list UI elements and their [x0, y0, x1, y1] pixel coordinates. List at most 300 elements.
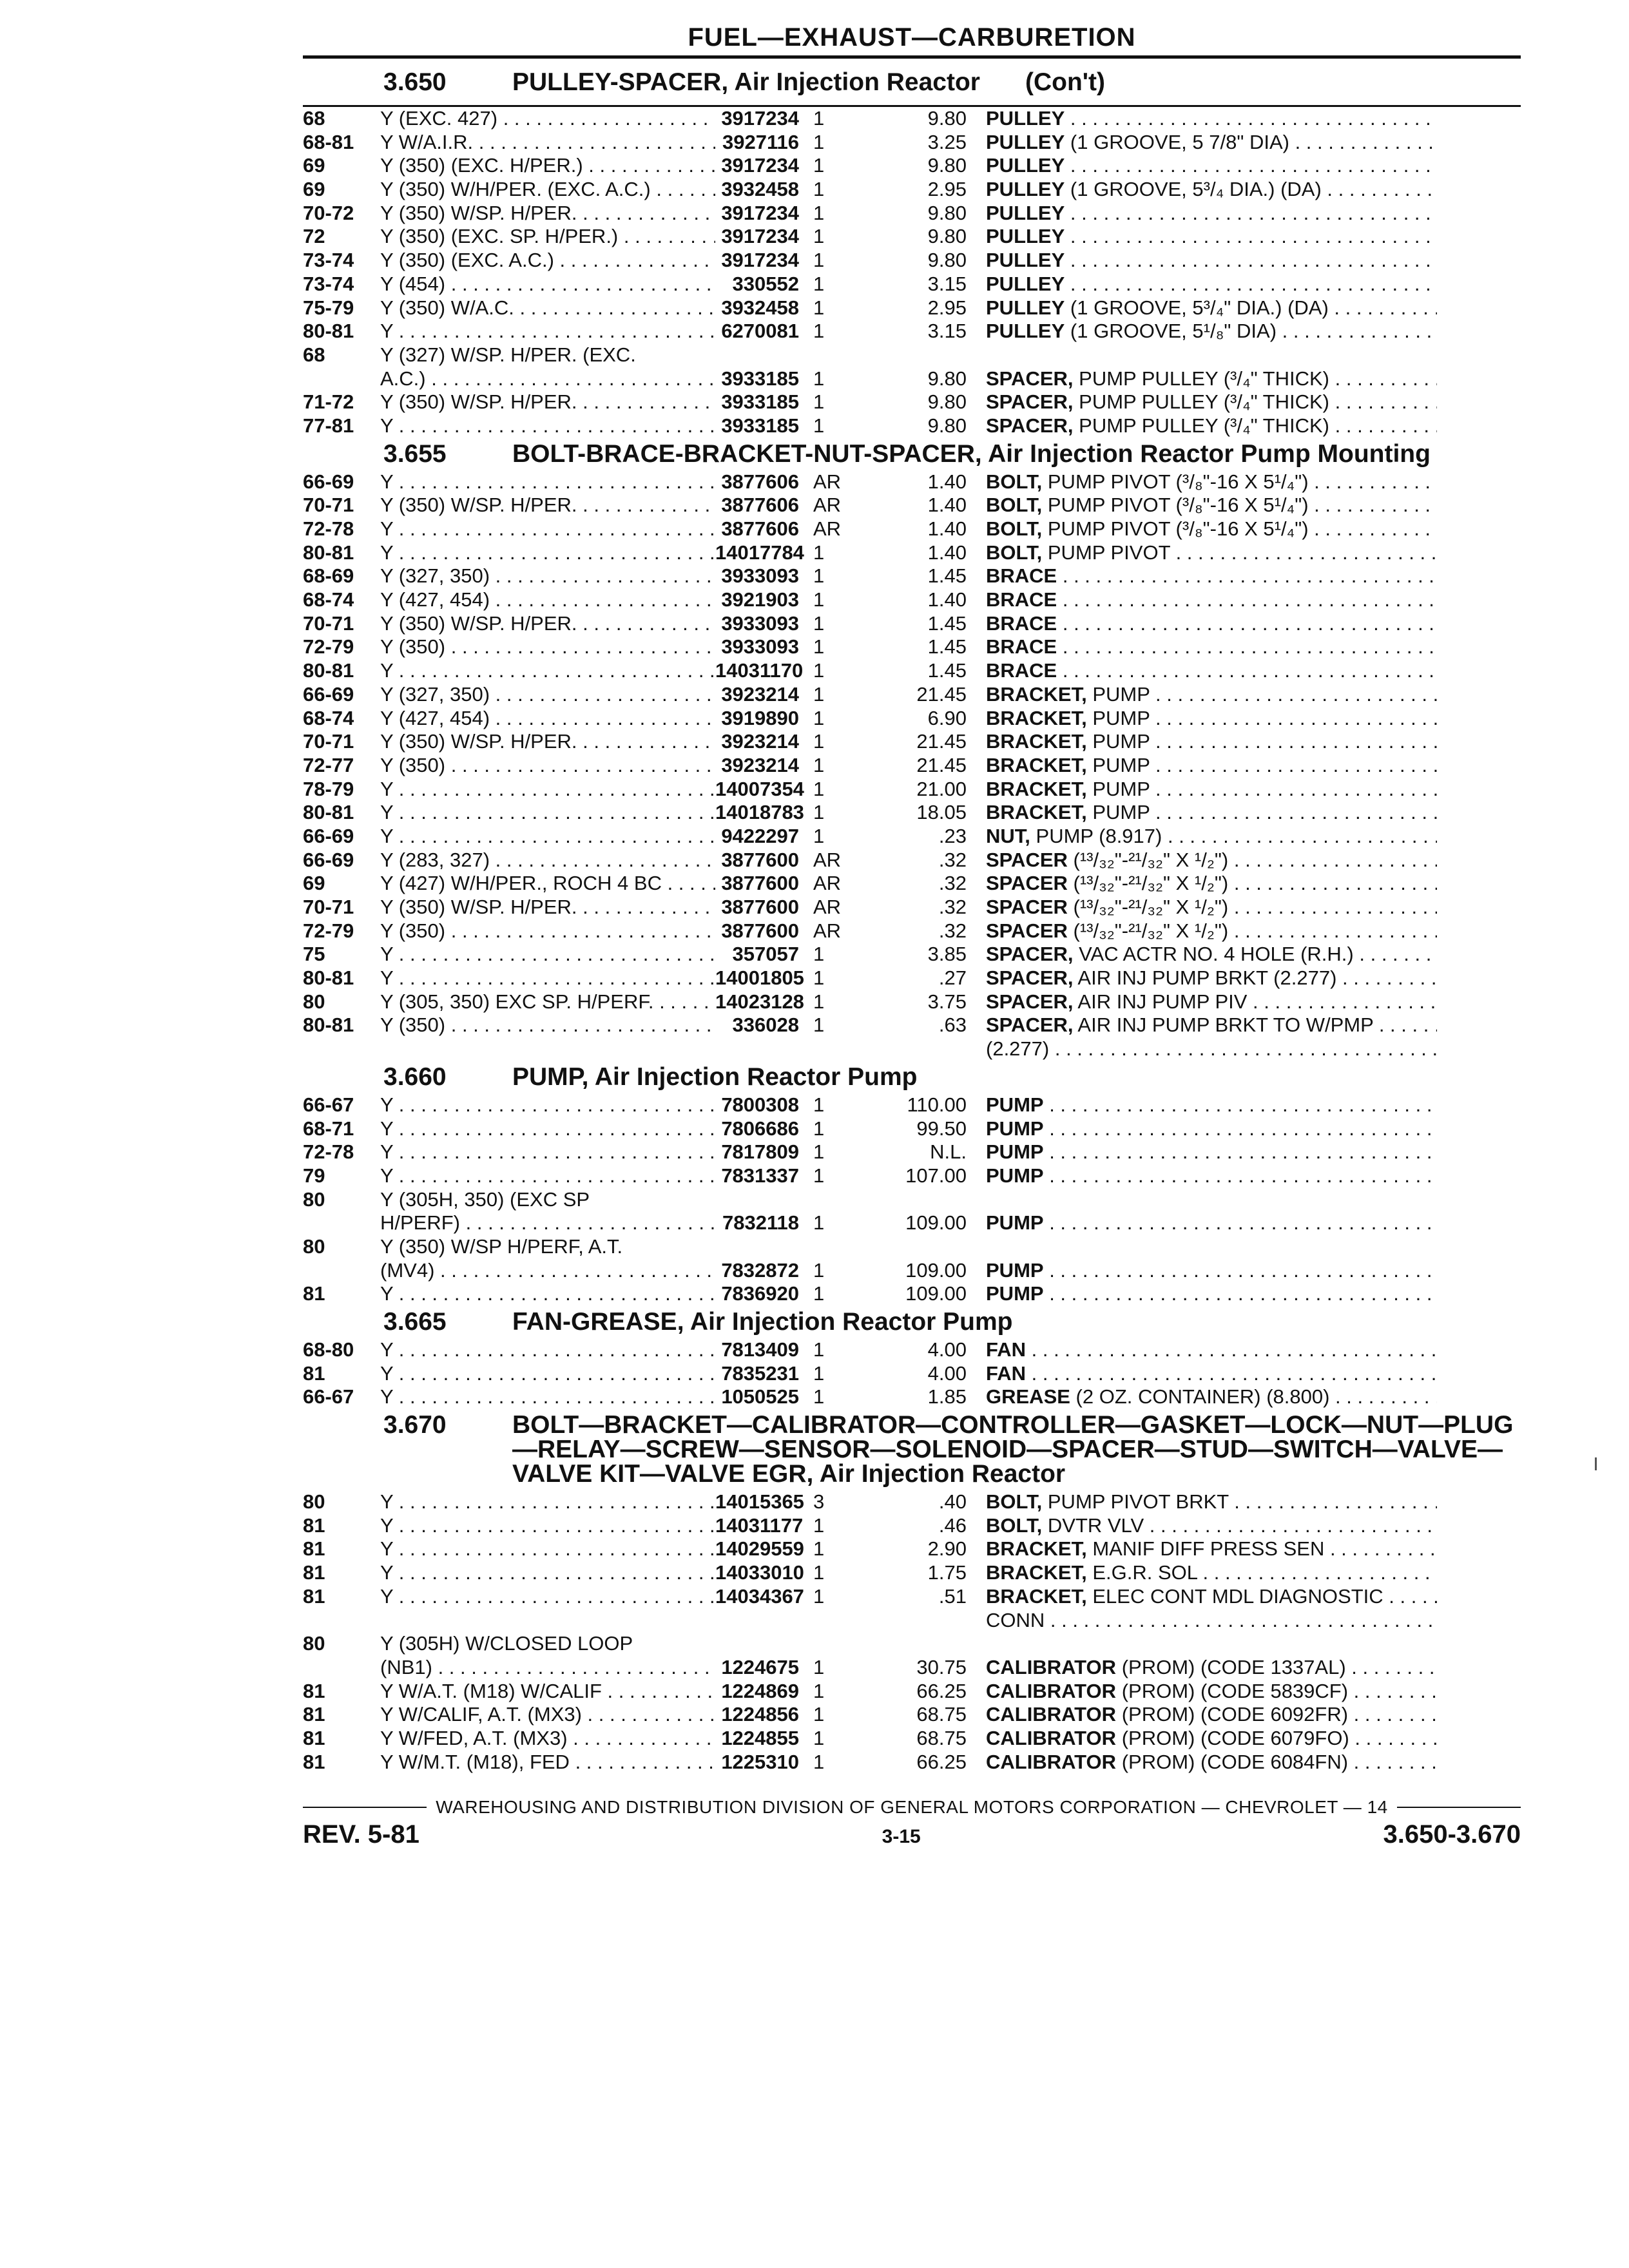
model-years-text: 72: [303, 225, 325, 248]
part-number: [715, 1140, 799, 1164]
application: [380, 414, 715, 438]
application-text: Y W/CALIF, A.T. (MX3): [380, 1703, 582, 1726]
model-years-text: 81: [303, 1361, 325, 1385]
model-years-text: 80-81: [303, 1014, 354, 1037]
part-detail: (PROM) (CODE 6092FR): [1121, 1703, 1349, 1726]
page-header-title: FUEL—EXHAUST—CARBURETION: [688, 23, 1136, 52]
quantity: [799, 990, 871, 1014]
application-text: Y (EXC. 427): [380, 107, 498, 130]
part-number-text: 14034367: [715, 1584, 804, 1608]
model-years: [303, 683, 380, 707]
part-number-text: 3877600: [721, 919, 799, 942]
quantity: [799, 564, 871, 588]
part-detail: PUMP: [1092, 801, 1150, 824]
section-heading: [303, 70, 1521, 95]
section-heading: [303, 1062, 1521, 1091]
quantity: [799, 1490, 871, 1514]
price-text: 109.00: [905, 1211, 967, 1235]
section-title-wrap: [512, 1413, 1521, 1486]
model-years: [303, 966, 380, 990]
model-years: [303, 659, 380, 683]
part-name-bold: BRACKET,: [986, 753, 1087, 776]
table-row: [303, 343, 1521, 367]
quantity: [799, 588, 871, 612]
table-row: [303, 825, 1521, 849]
part-name-bold: SPACER,: [986, 943, 1074, 966]
footer-bottom: [303, 1820, 1521, 1849]
part-name: [967, 683, 1437, 707]
part-number-text: 3921903: [721, 588, 799, 611]
part-name-bold: BRACKET,: [986, 730, 1087, 753]
price: [871, 1751, 967, 1774]
application-text: Y: [380, 320, 394, 343]
model-years-text: 68-81: [303, 130, 354, 153]
quantity-text: 1: [813, 414, 825, 437]
part-name-bold: PULLEY: [986, 130, 1065, 153]
price: [871, 1362, 967, 1386]
table-row: [303, 1727, 1521, 1751]
table-row: [303, 1585, 1521, 1609]
price: [871, 202, 967, 226]
model-years-text: 68-71: [303, 1117, 354, 1140]
quantity: [799, 1037, 871, 1061]
footer-division-text: WAREHOUSING AND DISTRIBUTION DIVISION OF GENERAL MOTORS CORPORATION — CHEVROLET — 14: [436, 1797, 1388, 1818]
quantity-text: 1: [813, 659, 825, 682]
table-row: [303, 896, 1521, 919]
model-years-text: 66-67: [303, 1385, 354, 1408]
quantity: [799, 343, 871, 367]
part-number: [715, 154, 799, 178]
quantity: [799, 801, 871, 825]
part-number-text: 3933185: [721, 414, 799, 437]
section-heading: [303, 439, 1521, 468]
price: [871, 296, 967, 320]
model-years: [303, 541, 380, 565]
part-number: [715, 1037, 799, 1061]
part-detail: PUMP: [1092, 706, 1150, 729]
quantity-text: 1: [813, 1282, 825, 1305]
application-text: Y W/FED, A.T. (MX3): [380, 1726, 568, 1749]
part-number-text: 3933185: [721, 367, 799, 390]
part-number-text: 3932458: [721, 296, 799, 319]
part-number: [715, 390, 799, 414]
quantity-text: 1: [813, 990, 825, 1013]
part-name: [967, 1385, 1437, 1409]
part-number-text: 330552: [732, 272, 799, 295]
quantity: [799, 872, 871, 896]
model-years-text: 79: [303, 1164, 325, 1187]
part-name: [967, 1727, 1437, 1751]
application-text: Y (350): [380, 919, 446, 942]
part-detail: (1 GROOVE, 5³/₄" DIA.) (DA): [1070, 296, 1329, 319]
quantity: [799, 825, 871, 849]
application: [380, 635, 715, 659]
part-name: [967, 1561, 1437, 1585]
quantity: [799, 154, 871, 178]
part-name: [967, 635, 1437, 659]
model-years-text: 72-79: [303, 635, 354, 658]
part-number-text: 7806686: [721, 1117, 799, 1140]
part-number-text: 3877606: [721, 470, 799, 493]
part-number-text: 3933185: [721, 390, 799, 414]
quantity: [799, 1585, 871, 1609]
part-number-text: 3923214: [721, 730, 799, 753]
part-number: [715, 825, 799, 849]
price: [871, 517, 967, 541]
application-text: Y: [380, 470, 394, 493]
model-years-text: 80: [303, 1632, 325, 1655]
part-name: [967, 1164, 1437, 1188]
quantity: [799, 541, 871, 565]
part-name: [967, 414, 1437, 438]
part-name-bold: PUMP: [986, 1117, 1044, 1140]
application: [380, 1490, 715, 1514]
part-name: [967, 1014, 1437, 1037]
part-name: [967, 896, 1437, 919]
price-text: 1.45: [927, 635, 967, 658]
application-text: Y (427, 454): [380, 706, 490, 729]
application-text: Y: [380, 1164, 394, 1187]
application: [380, 1014, 715, 1037]
model-years: [303, 1561, 380, 1585]
model-years-text: 66-69: [303, 824, 354, 847]
part-number-text: 3932458: [721, 178, 799, 201]
part-number-text: 7831337: [721, 1164, 799, 1187]
price: [871, 612, 967, 636]
parts-table: [303, 1338, 1521, 1409]
price-text: 110.00: [907, 1093, 967, 1116]
part-name-bold: SPACER: [986, 896, 1068, 918]
part-name-bold: SPACER,: [986, 390, 1074, 414]
section-title-wrap: [512, 1062, 1521, 1091]
application: [380, 320, 715, 343]
quantity-text: 1: [813, 1726, 825, 1749]
application: [380, 1282, 715, 1306]
table-row: [303, 1609, 1521, 1633]
quantity-text: 1: [813, 1338, 825, 1361]
price: [871, 1211, 967, 1235]
part-detail: AIR INJ PUMP BRKT TO W/PMP: [1077, 1014, 1374, 1037]
price-text: 3.75: [927, 990, 967, 1013]
quantity: [799, 320, 871, 343]
price: [871, 1514, 967, 1538]
price: [871, 635, 967, 659]
quantity-text: 1: [813, 730, 825, 753]
price: [871, 131, 967, 155]
model-years: [303, 1490, 380, 1514]
table-row: [303, 990, 1521, 1014]
table-row: [303, 1014, 1521, 1037]
price: [871, 1338, 967, 1362]
application: [380, 1211, 715, 1235]
part-number: [715, 225, 799, 249]
model-years: [303, 1093, 380, 1117]
footer-division-line: [303, 1797, 1521, 1818]
table-row: [303, 1140, 1521, 1164]
application: [380, 1609, 715, 1633]
application-text: Y (350) (EXC. H/PER.): [380, 154, 583, 177]
application-text: Y (350) W/SP. H/PER.: [380, 730, 577, 753]
table-row: [303, 414, 1521, 438]
application: [380, 1632, 715, 1656]
part-name: [967, 494, 1437, 517]
price-text: 1.40: [927, 517, 967, 540]
model-years: [303, 754, 380, 778]
quantity-text: 1: [813, 1258, 825, 1282]
model-years: [303, 1585, 380, 1609]
application: [380, 1362, 715, 1386]
price-text: 2.90: [927, 1537, 967, 1561]
application-text: Y: [380, 1117, 394, 1140]
table-row: [303, 1037, 1521, 1061]
model-years: [303, 343, 380, 367]
application-text: Y: [380, 1338, 394, 1361]
section-title: PUMP, Air Injection Reactor Pump: [512, 1062, 918, 1091]
part-number: [715, 777, 804, 802]
table-row: [303, 966, 1521, 990]
model-years: [303, 517, 380, 541]
part-number: [715, 1362, 799, 1386]
table-row: [303, 1385, 1521, 1409]
part-number: [715, 659, 804, 683]
part-number-text: 3933093: [721, 611, 799, 635]
table-row: [303, 494, 1521, 517]
quantity: [799, 1561, 871, 1585]
part-detail: PUMP PIVOT (³/₈"-16 X 5¹/₄"): [1047, 494, 1309, 517]
model-years-text: 66-69: [303, 848, 354, 871]
part-name-bold: BRACE: [986, 611, 1057, 635]
application-text: Y (350): [380, 635, 446, 658]
application: [380, 1188, 715, 1212]
application-text: Y (305, 350) EXC SP. H/PERF.: [380, 990, 654, 1013]
part-number: [715, 178, 799, 202]
price-text: 1.85: [927, 1385, 967, 1408]
application: [380, 588, 715, 612]
application: [380, 1093, 715, 1117]
part-number: [715, 1259, 799, 1283]
model-years-text: 70-71: [303, 896, 354, 918]
quantity-text: 1: [813, 1750, 825, 1773]
part-number-text: 1050525: [721, 1385, 799, 1408]
price-text: .27: [938, 966, 967, 990]
model-years-text: 80: [303, 1490, 325, 1514]
part-detail: ELEC CONT MDL DIAGNOSTIC: [1092, 1584, 1383, 1608]
table-row: [303, 754, 1521, 778]
part-name: [967, 849, 1437, 872]
quantity: [799, 778, 871, 802]
price: [871, 1680, 967, 1704]
part-detail: (¹³/₃₂"-²¹/₃₂" X ¹/₂"): [1073, 872, 1229, 895]
part-name: [967, 178, 1437, 202]
application: [380, 825, 715, 849]
application: [380, 1656, 715, 1680]
application-text: Y: [380, 943, 394, 966]
price: [871, 1164, 967, 1188]
part-name-bold: BRACE: [986, 564, 1057, 588]
application: [380, 131, 715, 155]
application: [380, 754, 715, 778]
part-detail: (1 GROOVE, 5³/₄ DIA.) (DA): [1070, 178, 1322, 201]
application: [380, 273, 715, 296]
application: [380, 1140, 715, 1164]
part-number: [715, 273, 799, 296]
part-detail: (1 GROOVE, 5 7/8" DIA): [1070, 130, 1289, 153]
application: [380, 801, 715, 825]
part-detail: PUMP: [1092, 753, 1150, 776]
model-years: [303, 849, 380, 872]
model-years-text: 80: [303, 1235, 325, 1258]
part-number: [715, 919, 799, 943]
part-name: [967, 1093, 1437, 1117]
table-row: [303, 1656, 1521, 1680]
application-text: Y (350) W/SP. H/PER.: [380, 494, 577, 517]
model-years: [303, 1211, 380, 1235]
part-number: [715, 1164, 799, 1188]
sections-container: [303, 70, 1521, 1774]
part-name-bold: PULLEY: [986, 178, 1065, 201]
part-name: [967, 707, 1437, 731]
application: [380, 990, 715, 1014]
model-years-text: 72-78: [303, 1140, 354, 1164]
application: [380, 966, 715, 990]
quantity-text: 1: [813, 1164, 825, 1187]
price: [871, 943, 967, 966]
quantity: [799, 390, 871, 414]
header-rule: [303, 55, 1521, 59]
part-name: [967, 343, 1437, 367]
quantity: [799, 1632, 871, 1656]
part-number-text: 3923214: [721, 682, 799, 706]
part-detail: (PROM) (CODE 6079FO): [1121, 1726, 1349, 1749]
section-title-wrap: [512, 1310, 1521, 1334]
part-detail: (¹³/₃₂"-²¹/₃₂" X ¹/₂"): [1073, 848, 1229, 871]
table-row: [303, 612, 1521, 636]
model-years-text: 66-69: [303, 682, 354, 706]
price: [871, 659, 967, 683]
quantity: [799, 1703, 871, 1727]
quantity: [799, 131, 871, 155]
price-text: 4.00: [927, 1338, 967, 1361]
quantity-text: 1: [813, 1361, 825, 1385]
part-detail: PUMP PIVOT (³/₈"-16 X 5¹/₄"): [1047, 470, 1309, 493]
quantity: [799, 943, 871, 966]
part-number: [715, 1235, 799, 1259]
price: [871, 494, 967, 517]
table-row: [303, 541, 1521, 565]
application-text: Y (350) W/SP. H/PER.: [380, 390, 577, 414]
quantity: [799, 707, 871, 731]
price: [871, 849, 967, 872]
table-row: [303, 1632, 1521, 1656]
table-row: [303, 943, 1521, 966]
part-number-text: 7813409: [721, 1338, 799, 1361]
model-years: [303, 107, 380, 131]
model-years: [303, 178, 380, 202]
part-detail: PUMP (8.917): [1036, 824, 1162, 847]
price: [871, 390, 967, 414]
price: [871, 1140, 967, 1164]
model-years: [303, 1632, 380, 1656]
model-years: [303, 1727, 380, 1751]
model-years-text: 75-79: [303, 296, 354, 319]
part-name: [967, 273, 1437, 296]
model-years: [303, 1117, 380, 1141]
quantity-text: AR: [813, 919, 842, 942]
price: [871, 154, 967, 178]
table-row: [303, 131, 1521, 155]
part-number-text: 7817809: [721, 1140, 799, 1164]
price: [871, 683, 967, 707]
price: [871, 588, 967, 612]
application: [380, 1727, 715, 1751]
part-name-bold: CALIBRATOR: [986, 1679, 1117, 1702]
part-name: [967, 730, 1437, 754]
application: [380, 659, 715, 683]
application-text: Y: [380, 1537, 394, 1561]
part-number-text: 3877606: [721, 494, 799, 517]
part-name: [967, 966, 1437, 990]
quantity-text: 1: [813, 777, 825, 800]
part-detail: PUMP PULLEY (³/₄" THICK): [1079, 367, 1330, 390]
quantity-text: 1: [813, 1679, 825, 1702]
quantity-text: 1: [813, 1561, 825, 1584]
quantity: [799, 367, 871, 391]
part-number: [715, 1117, 799, 1141]
application: [380, 154, 715, 178]
page-number: 3-15: [882, 1826, 921, 1848]
part-name: [967, 1490, 1437, 1514]
application-text: Y (350) (EXC. A.C.): [380, 249, 554, 272]
model-years: [303, 1362, 380, 1386]
part-number-text: 357057: [732, 943, 799, 966]
part-number-text: 3933093: [721, 564, 799, 588]
part-number-text: 3927116: [722, 130, 799, 153]
application: [380, 1703, 715, 1727]
quantity: [799, 1188, 871, 1212]
table-row: [303, 801, 1521, 825]
part-name-bold: NUT,: [986, 824, 1030, 847]
price-text: 21.45: [916, 730, 967, 753]
price: [871, 178, 967, 202]
table-row: [303, 273, 1521, 296]
application: [380, 517, 715, 541]
part-number-text: 7832118: [722, 1211, 799, 1235]
price-text: .46: [938, 1514, 967, 1537]
application-text: Y W/M.T. (M18), FED: [380, 1750, 570, 1773]
table-row: [303, 707, 1521, 731]
application-text: Y (327, 350): [380, 682, 490, 706]
model-years-text: 80-81: [303, 541, 354, 564]
section-title: BOLT—BRACKET—CALIBRATOR—CONTROLLER—GASKET—LOCK—NUT—PLUG—RELAY—SCREW—SENSOR—SOLENOID—SPACER—STUD—SWITCH—VALVE—VALVE KIT—VALVE EGR, Air Injection Reactor: [512, 1411, 1514, 1488]
part-name: [967, 564, 1437, 588]
table-row: [303, 659, 1521, 683]
quantity: [799, 754, 871, 778]
application-text: (MV4): [380, 1258, 435, 1282]
part-number: [715, 1014, 799, 1037]
price: [871, 707, 967, 731]
part-number-text: 14029559: [715, 1537, 804, 1561]
table-row: [303, 1093, 1521, 1117]
section-title: PULLEY-SPACER, Air Injection Reactor: [512, 68, 980, 96]
price-text: 66.25: [916, 1679, 967, 1702]
application: [380, 1751, 715, 1774]
price: [871, 1703, 967, 1727]
quantity: [799, 966, 871, 990]
part-name-bold: PULLEY: [986, 154, 1065, 177]
model-years-text: 73-74: [303, 272, 354, 295]
model-years-text: 80: [303, 990, 325, 1013]
table-row: [303, 564, 1521, 588]
